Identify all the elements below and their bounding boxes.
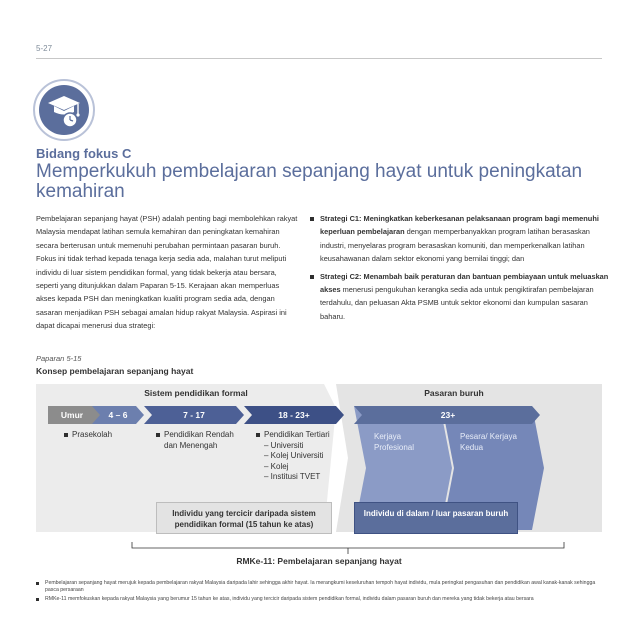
list-item: [256, 430, 346, 441]
dropout-box: Individu yang tercicir daripada sistem pendidikan formal (15 tahun ke atas): [156, 502, 332, 534]
career-professional: Kerjaya Profesional: [374, 432, 415, 452]
age-range-7-17: 7 - 17: [183, 410, 205, 420]
age-range-23plus: 23+: [440, 410, 456, 420]
bullet-icon: [310, 217, 314, 221]
page-title: Memperkukuh pembelajaran sepanjang hayat untuk peningkatan kemahiran: [36, 161, 583, 202]
age-range-18-23: 18 - 23+: [278, 410, 310, 420]
figure-title: Konsep pembelajaran sepanjang hayat: [36, 366, 194, 376]
labour-market-box: Individu di dalam / luar pasaran buruh: [354, 502, 518, 534]
strategy-text: menerusi pengukuhan kerangka sedia ada untuk pengiktirafan pembelajaran terdahulu, dan peluasan Akta PSMB untuk sektor ekonomi dan kumpulan sasaran baharu.: [320, 285, 594, 321]
strategy-lead: Strategi C1: Meningkatkan keberkesanan pelaksanaan program bagi memenuhi keperluan pembelajaran: [320, 214, 599, 237]
footnote-text: Pembelajaran sepanjang hayat merujuk kepada pembelajaran rakyat Malaysia daripada lahir sehingga akhir hayat. Ia merangkumi keseluruhan tempoh hayat individu, mula peringkat pengasuhan dan pendidikan awal kanak-kanak sehingga pasca persaraan: [45, 580, 596, 593]
header-labour-market: Pasaran buruh: [424, 388, 484, 398]
focus-label: Bidang fokus C: [36, 146, 132, 161]
bullet-icon: [64, 433, 68, 437]
stage-item: Pendidikan Tertiari: [264, 430, 330, 439]
footnotes: [36, 580, 602, 606]
bullet-icon: [156, 433, 160, 437]
stage-column-preschool: [64, 430, 140, 441]
stage-column-primary-secondary: [156, 430, 240, 451]
stage-subitem: – Universiti: [264, 440, 304, 450]
bracket-line: [132, 542, 564, 548]
strategy-list: [310, 212, 610, 327]
stage-subitem: – Kolej: [264, 461, 289, 471]
footnote-text: RMKe-11 memfokuskan kepada rakyat Malaysia yang berumur 15 tahun ke atas, individu yang tercicir daripada sistem pendidikan formal, individu dalam pasaran buruh dan mereka yang tidak bekerja atau bersara: [45, 596, 534, 603]
list-item: [64, 430, 140, 441]
stage-subitem: – Institusi TVET: [264, 472, 321, 481]
bullet-icon: [310, 275, 314, 279]
bullet-icon: [36, 582, 39, 585]
strategy-item: [310, 270, 610, 324]
graduation-cap-clock-icon: [30, 76, 98, 144]
career-retiree: Pesara/ Kerjaya Kedua: [460, 432, 517, 452]
stage-item: Pendidikan Rendah dan Menengah: [164, 430, 234, 450]
stage-item: Prasekolah: [72, 430, 113, 439]
top-divider: [36, 58, 602, 59]
age-label: Umur: [60, 410, 84, 420]
figure-number: Paparan 5-15: [36, 354, 82, 363]
header-formal-education: Sistem pendidikan formal: [144, 388, 248, 398]
footnote-item: [36, 580, 602, 593]
strategy-text: dengan memperbanyakkan program latihan berasaskan industri, menyelaras program berasaskan komuniti, dan memperkenalkan latihan keusahawanan dalam sektor ekonomi yang bernilai tinggi; dan: [320, 227, 590, 264]
lifelong-learning-diagram: [36, 382, 602, 572]
bullet-icon: [36, 598, 39, 601]
strategy-item: [310, 212, 610, 266]
body-paragraph: Pembelajaran sepanjang hayat (PSH) adalah penting bagi membolehkan rakyat Malaysia mendapat latihan semula kemahiran dan peningkatan kemahiran secara berterusan untuk memenuhi perubahan permintaan pasaran buruh. Fokus ini tidak terhad kepada tenaga kerja sedia ada, malahan turut meliputi individu di luar sistem pendidikan formal, yang tidak bekerja atau bersara, seperti yang ditunjukkan dalam Paparan 5-15. Kerajaan akan memperluas akses kepada PSH dan meningkatkan kualiti program sedia ada, dengan sasaran menjadikan PSH sebagai amalan hidup rakyat Malaysia. Aspirasi ini dapat dicapai menerusi dua strategi:: [36, 214, 298, 331]
strategy-lead: Strategi C2: Menambah baik peraturan dan bantuan pembiayaan untuk meluaskan akses: [320, 271, 609, 295]
list-item: [156, 430, 240, 451]
bracket-label: RMKe-11: Pembelajaran sepanjang hayat: [236, 556, 402, 566]
bullet-icon: [256, 433, 260, 437]
footnote-item: [36, 596, 602, 603]
page-number: 5-27: [36, 44, 53, 53]
stage-column-tertiary: [256, 430, 346, 483]
age-range-4-6: 4 – 6: [108, 410, 128, 420]
stage-subitem: – Kolej Universiti: [264, 451, 324, 460]
